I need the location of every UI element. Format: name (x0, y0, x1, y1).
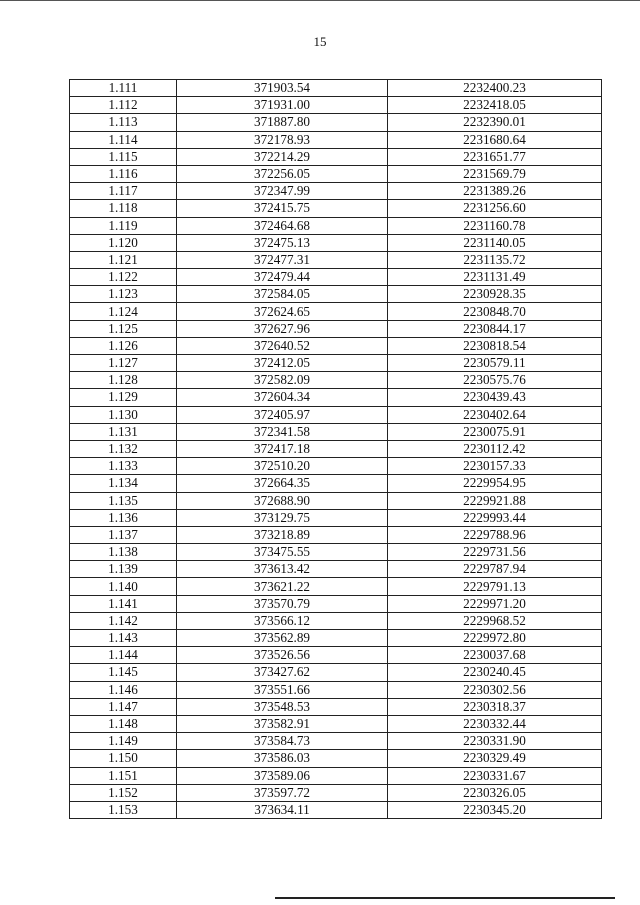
point-number-cell: 1.136 (70, 509, 177, 526)
point-number-cell: 1.113 (70, 114, 177, 131)
point-number-cell: 1.139 (70, 561, 177, 578)
table-row (70, 389, 602, 406)
point-number-cell: 1.129 (70, 389, 177, 406)
point-number-cell: 1.146 (70, 681, 177, 698)
x-coordinate-cell: 372627.96 (177, 320, 388, 337)
table-row (70, 733, 602, 750)
table-row (70, 475, 602, 492)
y-coordinate-cell: 2230844.17 (388, 320, 602, 337)
table-row (70, 440, 602, 457)
point-number-cell: 1.148 (70, 715, 177, 732)
table-row (70, 647, 602, 664)
point-number-cell: 1.119 (70, 217, 177, 234)
x-coordinate-cell: 372417.18 (177, 440, 388, 457)
point-number-cell: 1.140 (70, 578, 177, 595)
table-row (70, 595, 602, 612)
point-number-cell: 1.122 (70, 269, 177, 286)
y-coordinate-cell: 2229968.52 (388, 612, 602, 629)
y-coordinate-cell: 2229971.20 (388, 595, 602, 612)
y-coordinate-cell: 2230331.67 (388, 767, 602, 784)
point-number-cell: 1.126 (70, 337, 177, 354)
y-coordinate-cell: 2230331.90 (388, 733, 602, 750)
x-coordinate-cell: 372584.05 (177, 286, 388, 303)
point-number-cell: 1.127 (70, 355, 177, 372)
table-row (70, 698, 602, 715)
y-coordinate-cell: 2232390.01 (388, 114, 602, 131)
page-number: 15 (313, 34, 327, 49)
y-coordinate-cell: 2230402.64 (388, 406, 602, 423)
table-row (70, 320, 602, 337)
y-coordinate-cell: 2231140.05 (388, 234, 602, 251)
y-coordinate-cell: 2230157.33 (388, 458, 602, 475)
point-number-cell: 1.121 (70, 251, 177, 268)
x-coordinate-cell: 372479.44 (177, 269, 388, 286)
y-coordinate-cell: 2231651.77 (388, 148, 602, 165)
y-coordinate-cell: 2229787.94 (388, 561, 602, 578)
x-coordinate-cell: 373584.73 (177, 733, 388, 750)
bottom-edge-line (275, 897, 615, 899)
y-coordinate-cell: 2232418.05 (388, 97, 602, 114)
y-coordinate-cell: 2230302.56 (388, 681, 602, 698)
table-row (70, 217, 602, 234)
point-number-cell: 1.116 (70, 165, 177, 182)
point-number-cell: 1.153 (70, 801, 177, 818)
point-number-cell: 1.152 (70, 784, 177, 801)
point-number-cell: 1.135 (70, 492, 177, 509)
table-row (70, 509, 602, 526)
x-coordinate-cell: 372412.05 (177, 355, 388, 372)
y-coordinate-cell: 2230579.11 (388, 355, 602, 372)
x-coordinate-cell: 373586.03 (177, 750, 388, 767)
y-coordinate-cell: 2230075.91 (388, 423, 602, 440)
table-row (70, 612, 602, 629)
y-coordinate-cell: 2231256.60 (388, 200, 602, 217)
x-coordinate-cell: 373621.22 (177, 578, 388, 595)
point-number-cell: 1.145 (70, 664, 177, 681)
table-row (70, 578, 602, 595)
x-coordinate-cell: 372624.65 (177, 303, 388, 320)
point-number-cell: 1.143 (70, 630, 177, 647)
point-number-cell: 1.128 (70, 372, 177, 389)
point-number-cell: 1.142 (70, 612, 177, 629)
y-coordinate-cell: 2230037.68 (388, 647, 602, 664)
point-number-cell: 1.123 (70, 286, 177, 303)
point-number-cell: 1.138 (70, 544, 177, 561)
x-coordinate-cell: 372415.75 (177, 200, 388, 217)
x-coordinate-cell: 373562.89 (177, 630, 388, 647)
x-coordinate-cell: 373570.79 (177, 595, 388, 612)
x-coordinate-cell: 373613.42 (177, 561, 388, 578)
x-coordinate-cell: 371887.80 (177, 114, 388, 131)
table-row (70, 303, 602, 320)
table-row (70, 784, 602, 801)
x-coordinate-cell: 372477.31 (177, 251, 388, 268)
y-coordinate-cell: 2230439.43 (388, 389, 602, 406)
point-number-cell: 1.117 (70, 183, 177, 200)
table-row (70, 767, 602, 784)
table-row (70, 80, 602, 97)
y-coordinate-cell: 2230345.20 (388, 801, 602, 818)
coordinates-table-body (70, 80, 602, 819)
x-coordinate-cell: 373475.55 (177, 544, 388, 561)
table-row (70, 200, 602, 217)
table-row (70, 492, 602, 509)
x-coordinate-cell: 372475.13 (177, 234, 388, 251)
y-coordinate-cell: 2231160.78 (388, 217, 602, 234)
x-coordinate-cell: 373597.72 (177, 784, 388, 801)
x-coordinate-cell: 372510.20 (177, 458, 388, 475)
x-coordinate-cell: 373427.62 (177, 664, 388, 681)
y-coordinate-cell: 2231680.64 (388, 131, 602, 148)
y-coordinate-cell: 2229993.44 (388, 509, 602, 526)
point-number-cell: 1.114 (70, 131, 177, 148)
x-coordinate-cell: 373566.12 (177, 612, 388, 629)
x-coordinate-cell: 373526.56 (177, 647, 388, 664)
point-number-cell: 1.120 (70, 234, 177, 251)
y-coordinate-cell: 2230326.05 (388, 784, 602, 801)
y-coordinate-cell: 2230575.76 (388, 372, 602, 389)
coordinates-table (69, 79, 602, 819)
y-coordinate-cell: 2229921.88 (388, 492, 602, 509)
x-coordinate-cell: 372178.93 (177, 131, 388, 148)
point-number-cell: 1.137 (70, 526, 177, 543)
x-coordinate-cell: 372256.05 (177, 165, 388, 182)
table-row (70, 355, 602, 372)
x-coordinate-cell: 372464.68 (177, 217, 388, 234)
x-coordinate-cell: 373548.53 (177, 698, 388, 715)
y-coordinate-cell: 2230112.42 (388, 440, 602, 457)
y-coordinate-cell: 2229954.95 (388, 475, 602, 492)
x-coordinate-cell: 373129.75 (177, 509, 388, 526)
y-coordinate-cell: 2231389.26 (388, 183, 602, 200)
point-number-cell: 1.125 (70, 320, 177, 337)
point-number-cell: 1.150 (70, 750, 177, 767)
table-row (70, 337, 602, 354)
x-coordinate-cell: 373582.91 (177, 715, 388, 732)
point-number-cell: 1.141 (70, 595, 177, 612)
x-coordinate-cell: 372640.52 (177, 337, 388, 354)
table-row (70, 664, 602, 681)
table-row (70, 630, 602, 647)
point-number-cell: 1.111 (70, 80, 177, 97)
y-coordinate-cell: 2230332.44 (388, 715, 602, 732)
point-number-cell: 1.130 (70, 406, 177, 423)
table-row (70, 423, 602, 440)
y-coordinate-cell: 2230928.35 (388, 286, 602, 303)
point-number-cell: 1.133 (70, 458, 177, 475)
table-row (70, 234, 602, 251)
x-coordinate-cell: 372664.35 (177, 475, 388, 492)
table-row (70, 269, 602, 286)
table-row (70, 251, 602, 268)
table-row (70, 561, 602, 578)
table-row (70, 372, 602, 389)
table-row (70, 801, 602, 818)
y-coordinate-cell: 2229788.96 (388, 526, 602, 543)
table-row (70, 681, 602, 698)
point-number-cell: 1.151 (70, 767, 177, 784)
table-row (70, 114, 602, 131)
x-coordinate-cell: 371931.00 (177, 97, 388, 114)
table-row (70, 286, 602, 303)
y-coordinate-cell: 2229731.56 (388, 544, 602, 561)
point-number-cell: 1.132 (70, 440, 177, 457)
x-coordinate-cell: 373634.11 (177, 801, 388, 818)
table-row (70, 458, 602, 475)
point-number-cell: 1.134 (70, 475, 177, 492)
y-coordinate-cell: 2230318.37 (388, 698, 602, 715)
point-number-cell: 1.149 (70, 733, 177, 750)
point-number-cell: 1.131 (70, 423, 177, 440)
y-coordinate-cell: 2229972.80 (388, 630, 602, 647)
y-coordinate-cell: 2229791.13 (388, 578, 602, 595)
table-row (70, 750, 602, 767)
y-coordinate-cell: 2230329.49 (388, 750, 602, 767)
point-number-cell: 1.118 (70, 200, 177, 217)
x-coordinate-cell: 372405.97 (177, 406, 388, 423)
y-coordinate-cell: 2231131.49 (388, 269, 602, 286)
x-coordinate-cell: 371903.54 (177, 80, 388, 97)
x-coordinate-cell: 372347.99 (177, 183, 388, 200)
point-number-cell: 1.115 (70, 148, 177, 165)
x-coordinate-cell: 372688.90 (177, 492, 388, 509)
y-coordinate-cell: 2230848.70 (388, 303, 602, 320)
table-row (70, 131, 602, 148)
x-coordinate-cell: 372214.29 (177, 148, 388, 165)
table-row (70, 526, 602, 543)
point-number-cell: 1.112 (70, 97, 177, 114)
x-coordinate-cell: 373551.66 (177, 681, 388, 698)
table-row (70, 165, 602, 182)
x-coordinate-cell: 372341.58 (177, 423, 388, 440)
y-coordinate-cell: 2231569.79 (388, 165, 602, 182)
table-row (70, 715, 602, 732)
y-coordinate-cell: 2231135.72 (388, 251, 602, 268)
x-coordinate-cell: 373218.89 (177, 526, 388, 543)
point-number-cell: 1.124 (70, 303, 177, 320)
y-coordinate-cell: 2230240.45 (388, 664, 602, 681)
table-row (70, 183, 602, 200)
table-row (70, 544, 602, 561)
table-row (70, 148, 602, 165)
x-coordinate-cell: 372582.09 (177, 372, 388, 389)
top-edge-line (0, 0, 640, 1)
point-number-cell: 1.144 (70, 647, 177, 664)
table-row (70, 97, 602, 114)
x-coordinate-cell: 372604.34 (177, 389, 388, 406)
y-coordinate-cell: 2232400.23 (388, 80, 602, 97)
x-coordinate-cell: 373589.06 (177, 767, 388, 784)
y-coordinate-cell: 2230818.54 (388, 337, 602, 354)
table-row (70, 406, 602, 423)
point-number-cell: 1.147 (70, 698, 177, 715)
